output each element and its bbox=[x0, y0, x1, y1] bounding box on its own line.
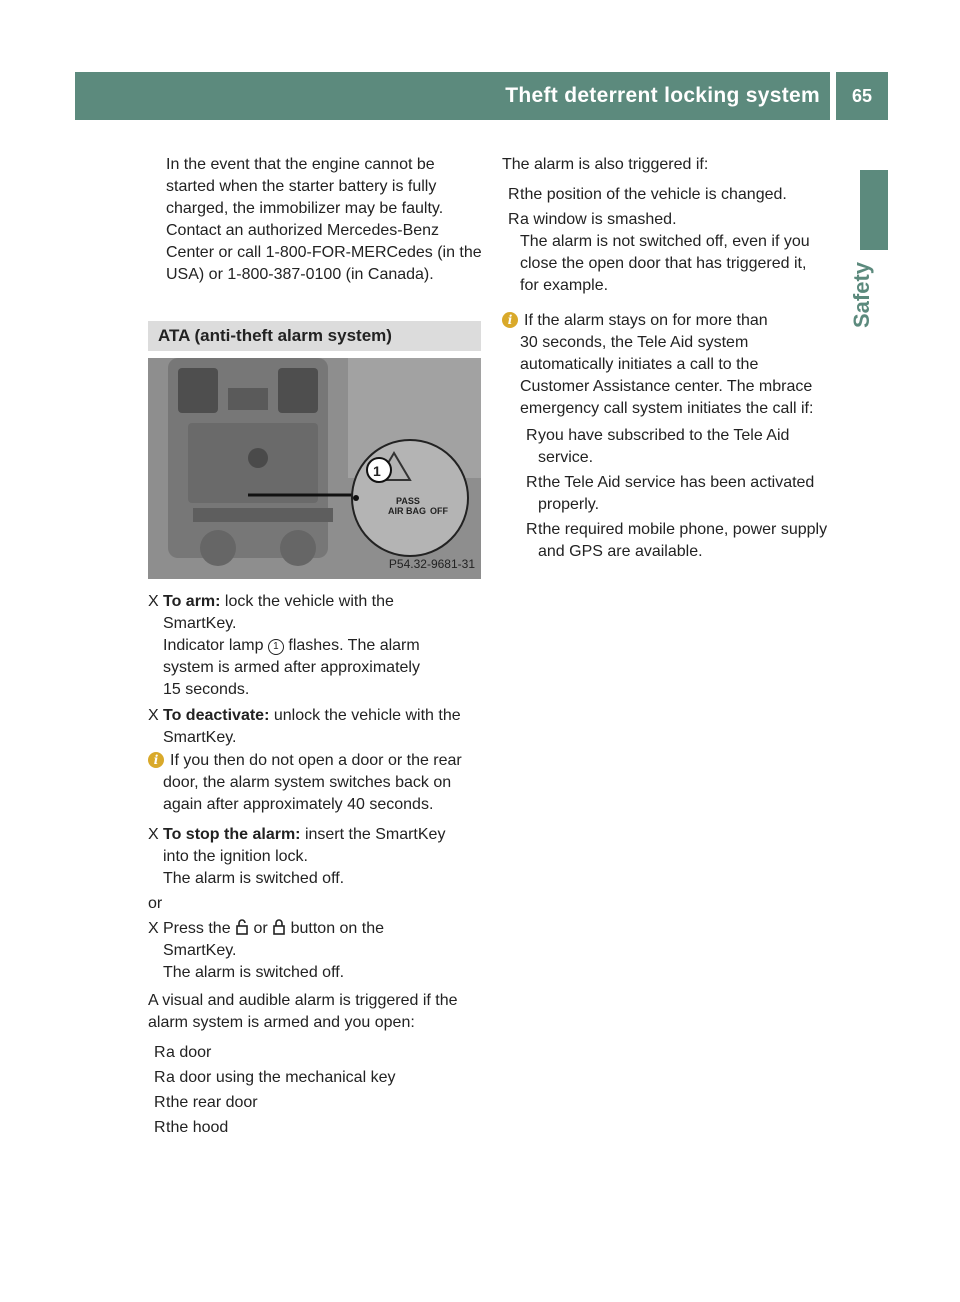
intro-line: In the event that the engine cannot be bbox=[166, 156, 435, 173]
list-item bbox=[502, 184, 840, 206]
list-item bbox=[148, 1042, 482, 1064]
info-text: 30 seconds, the Tele Aid system bbox=[520, 334, 749, 351]
bullet-icon: R bbox=[154, 1044, 166, 1061]
step-label: To arm: bbox=[163, 593, 221, 610]
label-off: OFF bbox=[430, 506, 448, 516]
list-item-text: the rear door bbox=[166, 1094, 258, 1111]
list-item-text: and GPS are available. bbox=[538, 543, 703, 560]
bullet-icon: R bbox=[154, 1094, 166, 1111]
list-item bbox=[502, 425, 840, 447]
bullet-icon: R bbox=[508, 186, 520, 203]
arrow-icon: X bbox=[148, 920, 159, 937]
side-tab bbox=[836, 250, 888, 340]
step-label: To stop the alarm: bbox=[163, 826, 301, 843]
list-item bbox=[502, 209, 840, 231]
bullet-icon: R bbox=[154, 1069, 166, 1086]
step-label: To deactivate: bbox=[163, 707, 270, 724]
bullet-icon: R bbox=[526, 427, 538, 444]
info-text: emergency call system initiates the call if: bbox=[520, 400, 814, 417]
step-text: The alarm is switched off. bbox=[163, 964, 345, 981]
bullet-icon: R bbox=[508, 211, 520, 228]
info-text: If you then do not open a door or the rear bbox=[170, 752, 462, 769]
step-stop bbox=[148, 824, 482, 890]
step-text: unlock the vehicle with the bbox=[269, 707, 461, 724]
label-airbag: AIR BAG bbox=[388, 506, 426, 516]
list-item-text: the Tele Aid service has been activated bbox=[538, 474, 815, 491]
intro-line: Contact an authorized Mercedes-Benz bbox=[166, 222, 440, 239]
list-item bbox=[148, 1117, 482, 1139]
info-note-tele-aid bbox=[502, 310, 840, 420]
step-arm bbox=[148, 591, 482, 701]
section-heading: ATA (anti-theft alarm system) bbox=[148, 321, 481, 351]
tele-aid-conditions bbox=[502, 425, 840, 563]
visual-alarm-paragraph bbox=[148, 990, 482, 1034]
dashboard-illustration bbox=[148, 358, 481, 579]
bullet-icon: R bbox=[154, 1119, 166, 1136]
info-text: again after approximately 40 seconds. bbox=[163, 796, 434, 813]
side-tab-block bbox=[860, 170, 888, 250]
or-text: or bbox=[148, 895, 163, 912]
page-header-title: Theft deterrent locking system bbox=[505, 84, 820, 107]
step-text: The alarm is switched off. bbox=[163, 870, 345, 887]
intro-line: Center or call 1-800-FOR-MERCedes (in the bbox=[166, 244, 482, 261]
list-item-text: service. bbox=[538, 449, 594, 466]
dashboard-figure bbox=[148, 358, 481, 579]
bullet-icon: R bbox=[526, 521, 538, 538]
intro-line: USA) or 1-800-387-0100 (in Canada). bbox=[166, 266, 434, 283]
info-icon: i bbox=[148, 752, 164, 768]
step-text: or bbox=[249, 920, 273, 937]
step-text: Indicator lamp bbox=[163, 637, 268, 654]
step-text: SmartKey. bbox=[163, 942, 237, 959]
also-triggered-intro: The alarm is also triggered if: bbox=[502, 156, 709, 173]
intro-line: started when the starter battery is fully bbox=[166, 178, 437, 195]
step-text: SmartKey. bbox=[163, 615, 237, 632]
arrow-icon: X bbox=[148, 593, 159, 610]
body-text: alarm system is armed and you open: bbox=[148, 1014, 415, 1031]
step-text: Press the bbox=[163, 920, 236, 937]
step-text: button on the bbox=[286, 920, 385, 937]
intro-line: charged, the immobilizer may be faulty. bbox=[166, 200, 444, 217]
list-item-text: close the open door that has triggered it, bbox=[520, 255, 807, 272]
list-item-text: the required mobile phone, power supply bbox=[538, 521, 828, 538]
list-item bbox=[502, 519, 840, 541]
step-text: SmartKey. bbox=[163, 729, 237, 746]
lock-icon bbox=[272, 919, 286, 935]
info-text: Customer Assistance center. The mbrace bbox=[520, 378, 813, 395]
step-text: lock the vehicle with the bbox=[220, 593, 394, 610]
info-icon: i bbox=[502, 312, 518, 328]
list-item-text: for example. bbox=[520, 277, 609, 294]
figure-code: P54.32-9681-31 bbox=[388, 557, 475, 571]
arrow-icon: X bbox=[148, 707, 159, 724]
step-text: flashes. The alarm bbox=[283, 637, 420, 654]
also-triggered-list bbox=[502, 184, 840, 297]
list-item bbox=[148, 1067, 482, 1089]
step-text: 15 seconds. bbox=[163, 681, 250, 698]
step-text: insert the SmartKey bbox=[300, 826, 446, 843]
side-tab-label: Safety bbox=[849, 261, 874, 329]
callout-number: 1 bbox=[373, 463, 381, 479]
info-text: door, the alarm system switches back on bbox=[163, 774, 452, 791]
step-text: system is armed after approximately bbox=[163, 659, 420, 676]
list-item-text: properly. bbox=[538, 496, 600, 513]
trigger-list bbox=[148, 1042, 482, 1142]
label-pass: PASS bbox=[396, 496, 420, 506]
intro-paragraph bbox=[148, 154, 482, 286]
info-text: automatically initiates a call to the bbox=[520, 356, 759, 373]
list-item-text: a door using the mechanical key bbox=[166, 1069, 396, 1086]
step-press bbox=[148, 918, 482, 984]
page-number: 65 bbox=[836, 72, 888, 120]
step-text: into the ignition lock. bbox=[163, 848, 308, 865]
list-item-text: the hood bbox=[166, 1119, 229, 1136]
unlock-icon bbox=[235, 919, 249, 935]
info-text: If the alarm stays on for more than bbox=[524, 312, 768, 329]
list-item-text: you have subscribed to the Tele Aid bbox=[538, 427, 790, 444]
callout-1-icon: 1 bbox=[268, 639, 284, 655]
step-deactivate bbox=[148, 705, 482, 749]
body-text: A visual and audible alarm is triggered if the bbox=[148, 992, 458, 1009]
list-item-text: The alarm is not switched off, even if you bbox=[520, 233, 810, 250]
arrow-icon: X bbox=[148, 826, 159, 843]
list-item-text: the position of the vehicle is changed. bbox=[520, 186, 787, 203]
info-note bbox=[148, 750, 482, 816]
bullet-icon: R bbox=[526, 474, 538, 491]
list-item bbox=[148, 1092, 482, 1114]
list-item bbox=[502, 472, 840, 494]
list-item-text: a door bbox=[166, 1044, 212, 1061]
list-item-text: a window is smashed. bbox=[520, 211, 677, 228]
